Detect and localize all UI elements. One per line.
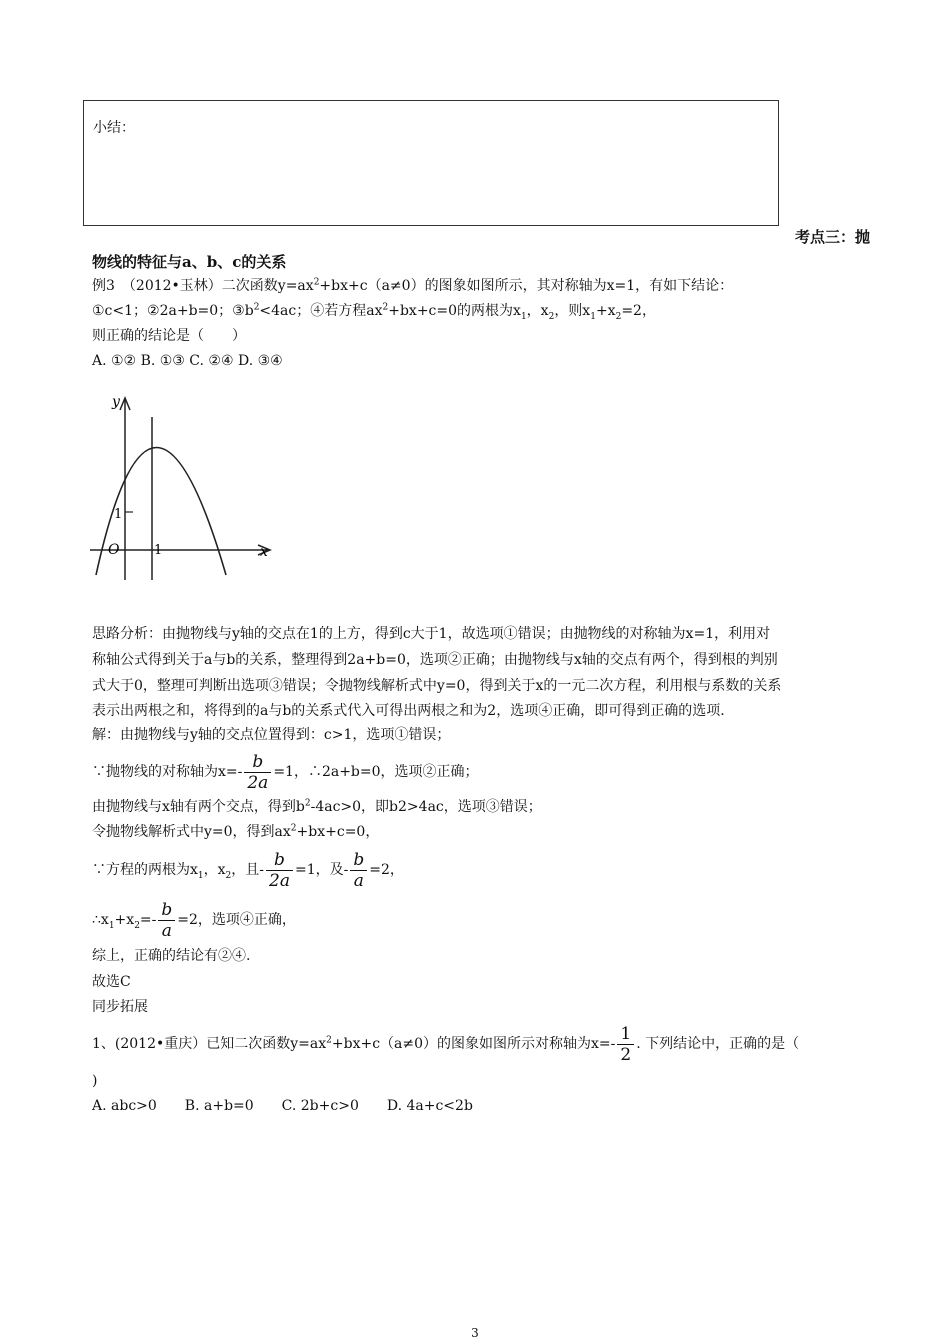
section-title-part2: 物线的特征与a、b、c的关系: [92, 253, 287, 271]
exercise-options: A. abc>0 B. a+b=0 C. 2b+c>0 D. 4a+c<2b: [92, 1098, 473, 1114]
x-tick-label: 1: [154, 543, 163, 558]
solution-s7: 综上，正确的结论有②④.: [92, 948, 251, 964]
example-conclusions: ①c<1；②2a+b=0；$③b^2<4ac$；④若方程$ax^2+bx+c=0$的两根为$x_1$，$x_2$，则$x_1+x_2=2$，: [92, 302, 656, 322]
fraction-one-half: $\frac{1}{2}$: [617, 1024, 634, 1065]
origin-label: O: [108, 542, 120, 558]
section-title-part1: 考点三：抛: [795, 228, 871, 246]
solution-s8: 故选C: [92, 974, 131, 990]
solution-s1: 解：由抛物线与y轴的交点位置得到：c>1，选项①错误；: [92, 727, 451, 743]
exercise-q1: 1、(2012•重庆）已知二次函数$y=ax^2+bx+c(a\ne 0)$的图象如图所示对称轴为x=- $\frac{1}{2}$ . 下列结论中，正确的是（: [92, 1023, 800, 1065]
parabola-graph: [90, 390, 290, 590]
fraction-b-over-a: $\frac{b}{a}$: [158, 900, 175, 941]
solution-s2: ∵抛物线的对称轴为x=- $\frac{b}{2a}$ =1，∴2a+b=0，选项②正确；: [92, 751, 479, 793]
summary-box: [83, 100, 779, 226]
solution-s6: $\therefore x_1+x_2=-$ $\frac{b}{a}$ =2，选项④正确，: [92, 899, 296, 941]
analysis-p3: 式大于0，整理可判断出选项③错误；令抛物线解析式中y=0，得到关于x的一元二次方程，利用根与系数的关系: [92, 678, 782, 694]
solution-s3: 由抛物线与x轴有两个交点，得到$b^2-4ac>0$，即b2>4ac，选项③错误；: [92, 798, 542, 815]
example-options: A. ①② B. ①③ C. ②④ D. ③④: [92, 353, 283, 369]
analysis-p4: 表示出两根之和，将得到的a与b的关系式代入可得出两根之和为2，选项④正确，即可得到正确的选项.: [92, 703, 725, 719]
example-question: 则正确的结论是（ ）: [92, 328, 246, 344]
exercise-q1-paren: ): [92, 1073, 98, 1089]
summary-label: 小结：: [93, 120, 135, 136]
example-head: 例3 （2012•玉林）二次函数$y=ax^2+bx+c(a\ne 0)$的图象如图所示，其对称轴为x=1，有如下结论：: [92, 277, 734, 294]
fraction-b-over-2a: $\frac{b}{2a}$: [244, 752, 271, 793]
fraction-b-over-2a: $\frac{b}{2a}$: [266, 850, 293, 891]
y-tick-label: 1: [114, 507, 123, 522]
sync-expansion-heading: 同步拓展: [92, 999, 148, 1015]
fraction-b-over-a: $\frac{b}{a}$: [350, 850, 367, 891]
solution-s4: 令抛物线解析式中y=0，得到$ax^2+bx+c=0$，: [92, 823, 380, 840]
x-axis-label: x: [260, 544, 268, 560]
y-axis-label: y: [112, 394, 120, 410]
analysis-p1: 思路分析：由抛物线与y轴的交点在1的上方，得到c大于1，故选项①错误；由抛物线的对称轴为x=1，利用对: [92, 626, 771, 642]
analysis-p2: 称轴公式得到关于a与b的关系，整理得到2a+b=0，选项②正确；由抛物线与x轴的交点有两个，得到根的判别: [92, 652, 778, 668]
solution-s5: ∵方程的两根为$x_1$，$x_2$，且- $\frac{b}{2a}$ =1，及- $\frac{b}{a}$ =2，: [92, 849, 404, 891]
page-number: 3: [471, 1326, 479, 1340]
